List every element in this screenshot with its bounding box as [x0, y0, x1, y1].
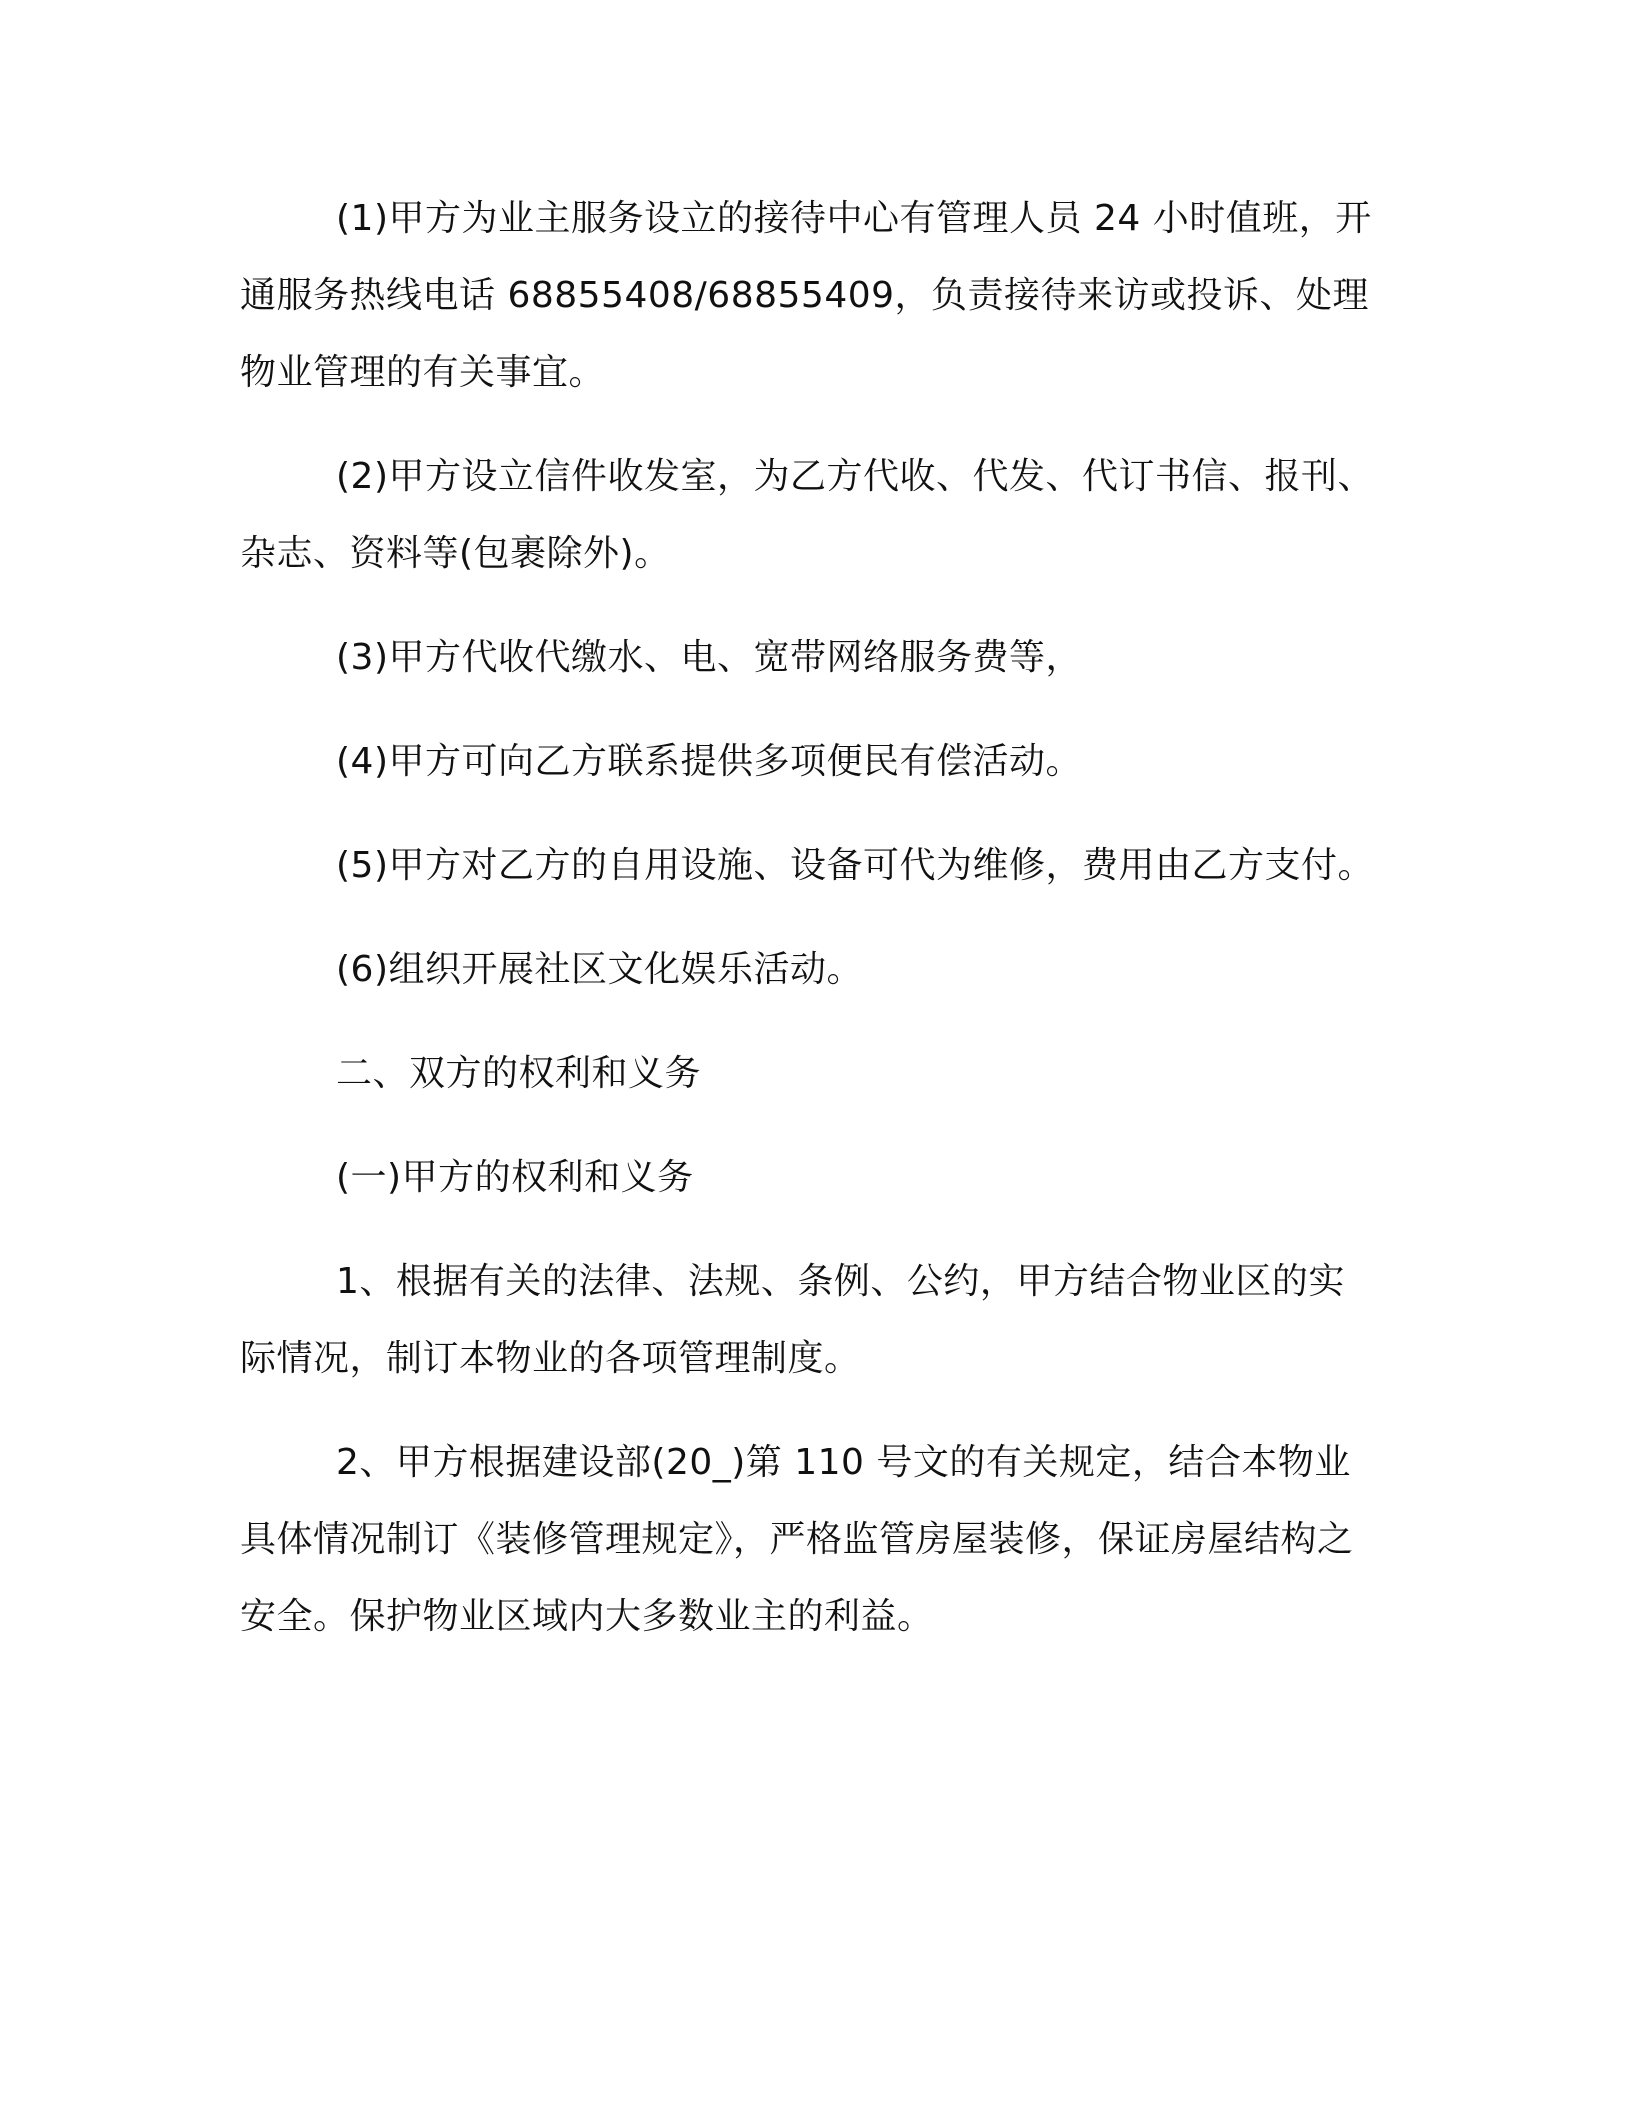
document-body — [240, 180, 1380, 1682]
service-item-2-paragraph: (2)甲方设立信件收发室，为乙方代收、代发、代订书信、报刊、杂志、资料等(包裹除外)。 — [240, 456, 1374, 574]
service-item-3-paragraph: (3)甲方代收代缴水、电、宽带网络服务费等， — [336, 637, 1082, 678]
clause-1-paragraph: 1、根据有关的法律、法规、条例、公约，甲方结合物业区的实际情况，制订本物业的各项管理制度。 — [240, 1261, 1345, 1379]
service-item-6-paragraph: (6)组织开展社区文化娱乐活动。 — [336, 949, 863, 990]
section-heading: 二、双方的权利和义务 — [336, 1053, 702, 1094]
service-item-4-paragraph: (4)甲方可向乙方联系提供多项便民有偿活动。 — [336, 741, 1082, 782]
service-item-5-paragraph: (5)甲方对乙方的自用设施、设备可代为维修，费用由乙方支付。 — [336, 845, 1374, 886]
service-item-1-paragraph: (1)甲方为业主服务设立的接待中心有管理人员 24 小时值班，开通服务热线电话 68855408/68855409，负责接待来访或投诉、处理物业管理的有关事宜。 — [240, 198, 1372, 393]
subsection-heading: (一)甲方的权利和义务 — [336, 1157, 694, 1198]
clause-2-paragraph: 2、甲方根据建设部(20_)第 110 号文的有关规定，结合本物业具体情况制订《装修管理规定》，严格监管房屋装修，保证房屋结构之安全。保护物业区域内大多数业主的利益。 — [240, 1442, 1354, 1637]
